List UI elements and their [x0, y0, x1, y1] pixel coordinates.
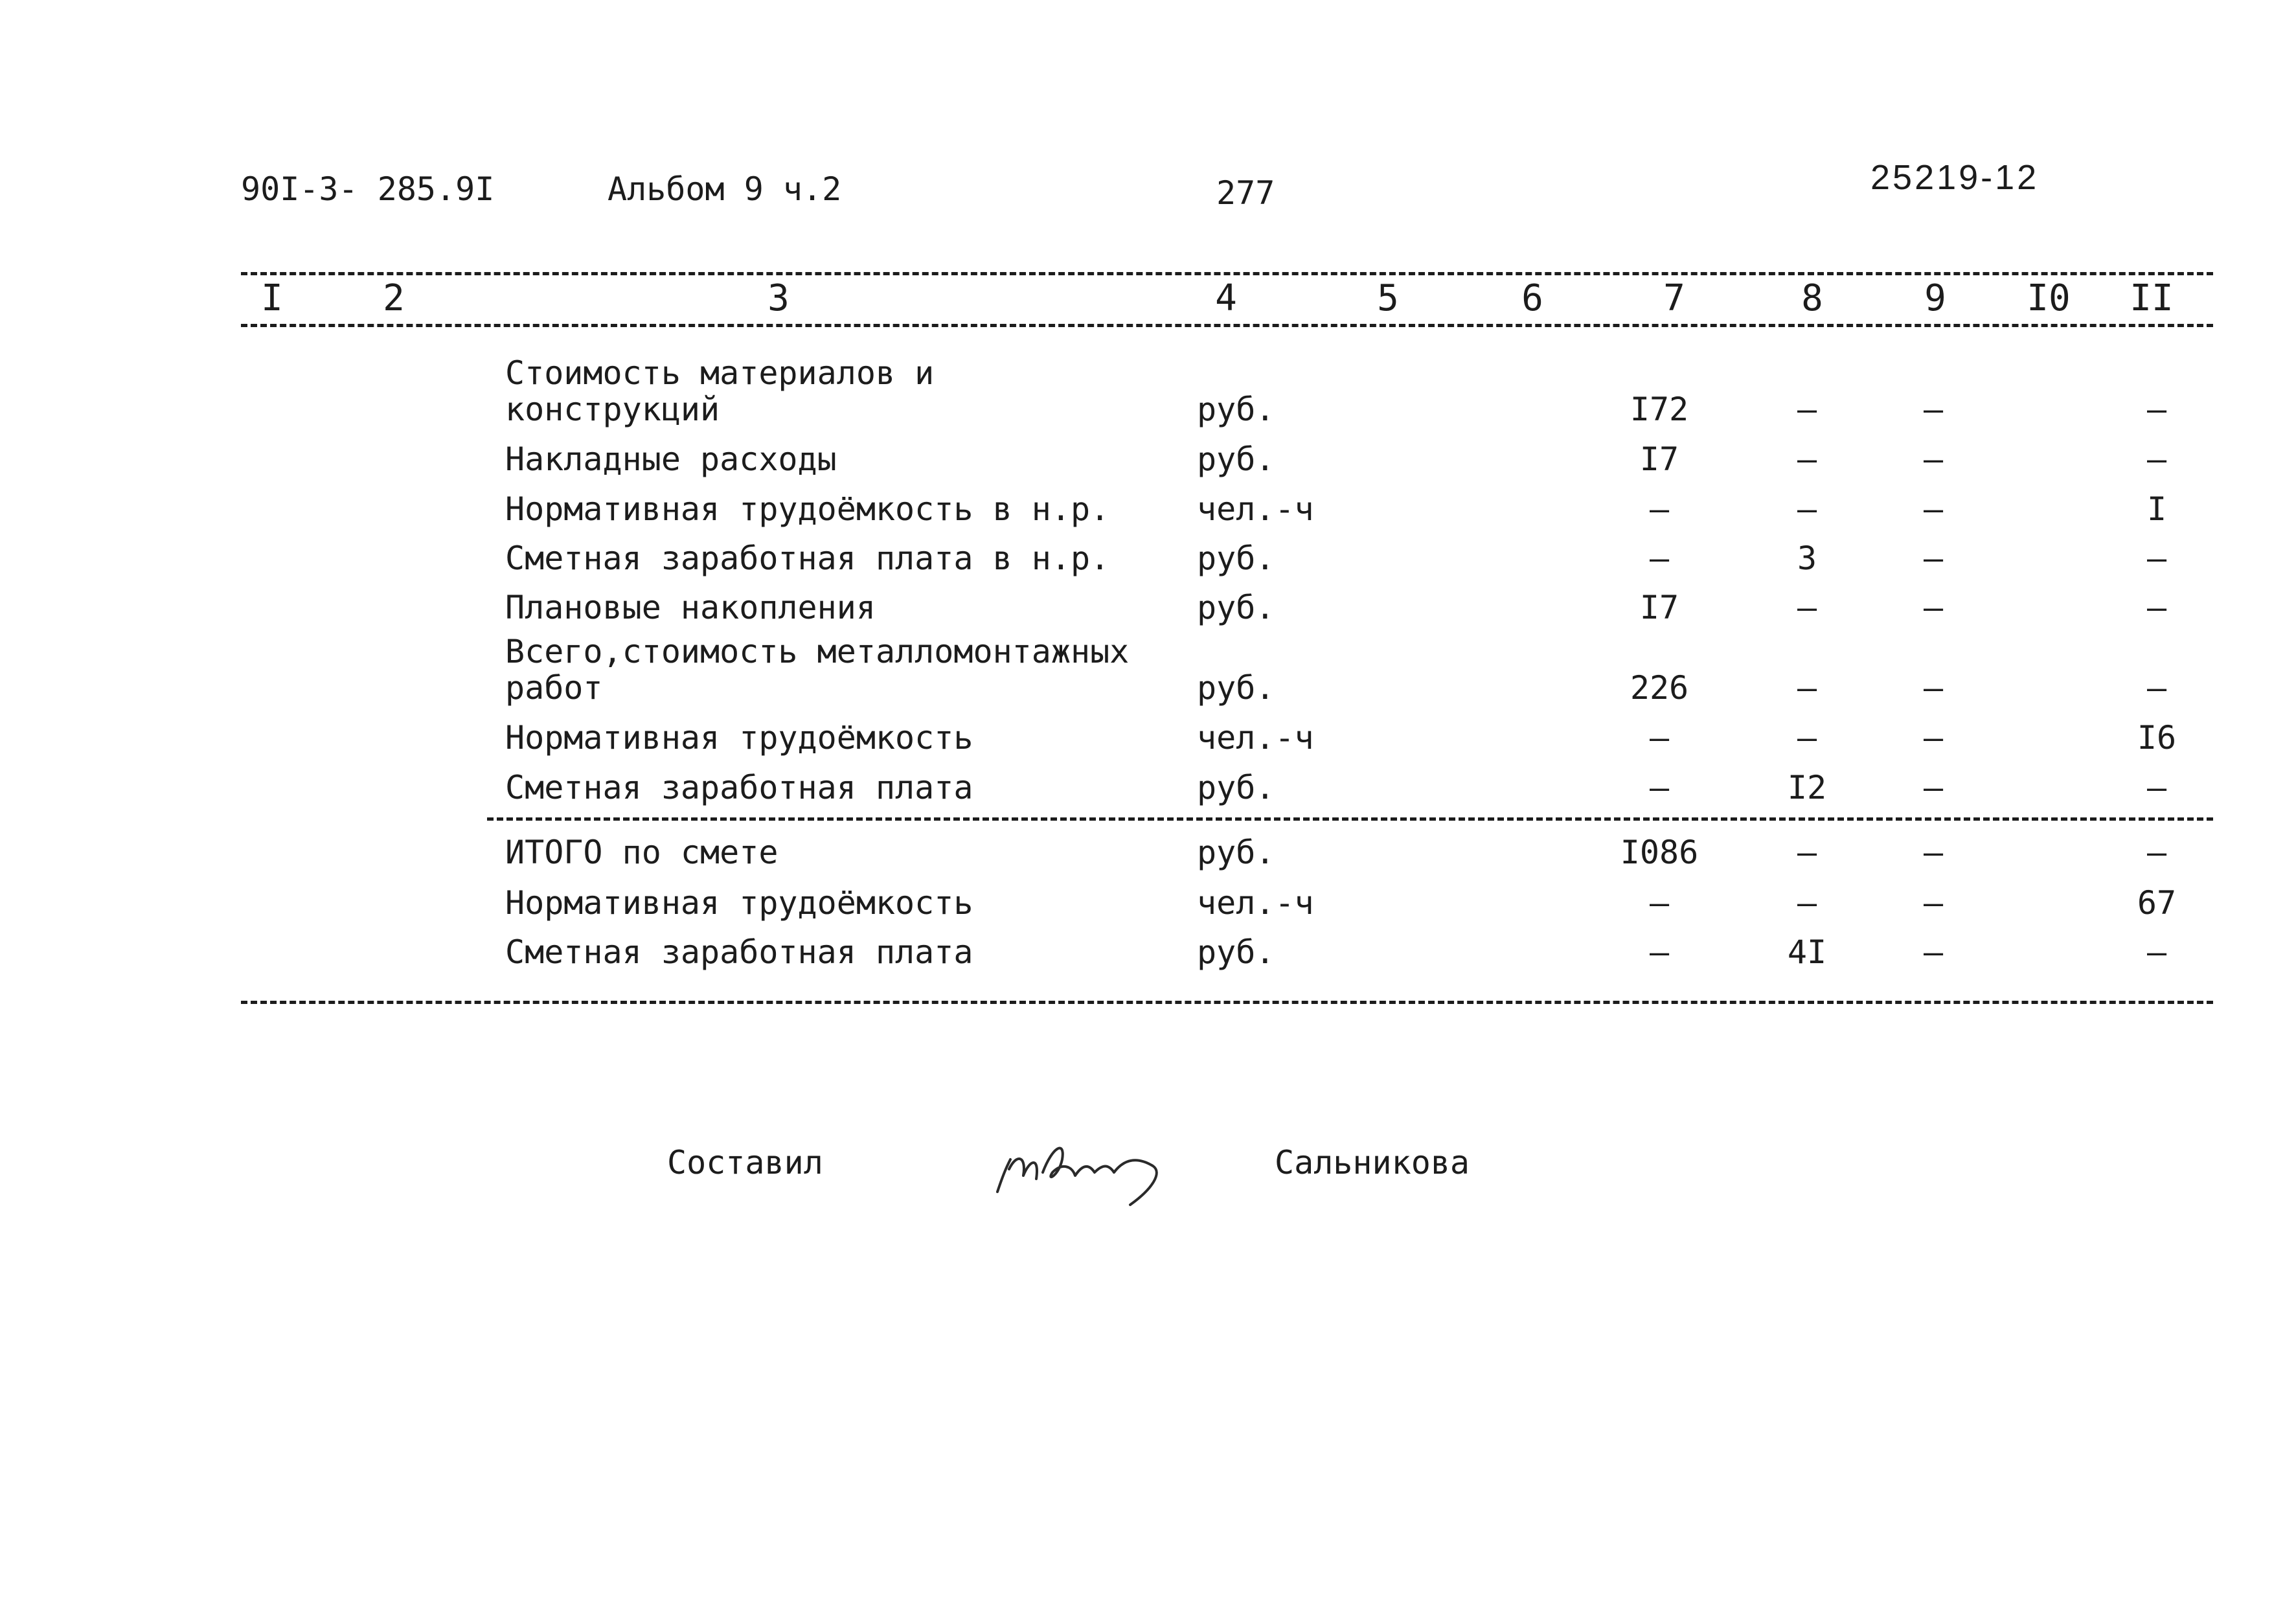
album-label: Альбом 9 ч.2 [608, 170, 842, 208]
value-col-9: – [1923, 933, 1944, 971]
table-row [0, 426, 2296, 477]
column-number-7: 7 [1663, 277, 1685, 319]
value-col-9: – [1923, 669, 1944, 707]
item-name: Всего,стоимость металломонтажных работ [505, 633, 1130, 707]
value-col-9: – [1923, 719, 1944, 757]
column-number-3: 3 [767, 277, 790, 319]
value-col-7: – [1649, 769, 1670, 806]
value-col-9: – [1923, 769, 1944, 806]
item-name: Нормативная трудоёмкость в н.р. [505, 490, 1110, 528]
item-unit: руб. [1197, 589, 1275, 626]
column-number-4: 4 [1215, 277, 1237, 319]
value-col-8: – [1797, 440, 1817, 478]
value-col-9: – [1923, 589, 1944, 626]
table-row [0, 869, 2296, 921]
column-number-6: 6 [1521, 277, 1543, 319]
header-top-rule [241, 272, 2213, 275]
value-col-8: – [1797, 834, 1817, 871]
column-number-5: 5 [1377, 277, 1399, 319]
item-name: Нормативная трудоёмкость [505, 719, 973, 757]
item-name: Накладные расходы [505, 440, 837, 478]
value-col-11: – [2146, 769, 2167, 806]
page-number: 277 [1216, 174, 1275, 212]
value-col-11: 67 [2137, 884, 2177, 922]
item-unit: руб. [1197, 440, 1275, 478]
table-row [0, 704, 2296, 756]
value-col-7: I7 [1639, 589, 1679, 626]
value-col-7: I086 [1620, 834, 1699, 871]
table-row [0, 525, 2296, 576]
table-row [0, 819, 2296, 871]
table-row [0, 754, 2296, 806]
value-col-8: I2 [1787, 769, 1827, 806]
signer-name: Сальникова [1275, 1144, 1470, 1181]
table-row [0, 475, 2296, 527]
table-row [0, 633, 2296, 707]
item-name: Плановые накопления [505, 589, 876, 626]
table-row [0, 354, 2296, 428]
value-col-9: – [1923, 540, 1944, 577]
value-col-11: – [2146, 834, 2167, 871]
column-number-9: 9 [1924, 277, 1946, 319]
value-col-11: – [2146, 933, 2167, 971]
item-name: Сметная заработная плата в н.р. [505, 540, 1110, 577]
value-col-7: 226 [1630, 669, 1689, 707]
column-number-2: 2 [383, 277, 405, 319]
value-col-11: – [2146, 589, 2167, 626]
value-col-11: – [2146, 440, 2167, 478]
item-unit: чел.-ч [1197, 719, 1314, 757]
item-unit: чел.-ч [1197, 884, 1314, 922]
column-number-10: I0 [2027, 277, 2071, 319]
value-col-8: – [1797, 490, 1817, 528]
item-unit: руб. [1197, 391, 1275, 428]
value-col-7: I72 [1630, 391, 1689, 428]
value-col-7: – [1649, 933, 1670, 971]
value-col-9: – [1923, 884, 1944, 922]
compiled-by-label: Составил [667, 1144, 823, 1181]
value-col-9: – [1923, 440, 1944, 478]
item-unit: руб. [1197, 933, 1275, 971]
item-unit: руб. [1197, 769, 1275, 806]
item-name: Сметная заработная плата [505, 933, 973, 971]
column-number-1: I [261, 277, 283, 319]
column-number-11: II [2130, 277, 2174, 319]
item-name: ИТОГО по смете [505, 834, 779, 871]
handwritten-signature [991, 1121, 1185, 1218]
item-name: Сметная заработная плата [505, 769, 973, 806]
value-col-8: 4I [1787, 933, 1827, 971]
value-col-8: – [1797, 669, 1817, 707]
value-col-7: – [1649, 540, 1670, 577]
value-col-7: – [1649, 719, 1670, 757]
value-col-7: I7 [1639, 440, 1679, 478]
value-col-7: – [1649, 884, 1670, 922]
value-col-11: – [2146, 391, 2167, 428]
item-unit: руб. [1197, 834, 1275, 871]
value-col-9: – [1923, 490, 1944, 528]
value-col-7: – [1649, 490, 1670, 528]
item-unit: чел.-ч [1197, 490, 1314, 528]
archive-stamp: 25219-12 [1870, 158, 2040, 197]
value-col-11: I6 [2137, 719, 2177, 757]
value-col-8: – [1797, 884, 1817, 922]
value-col-8: – [1797, 719, 1817, 757]
value-col-8: – [1797, 589, 1817, 626]
value-col-8: – [1797, 391, 1817, 428]
item-name: Стоимость материалов и конструкций [505, 354, 935, 428]
value-col-9: – [1923, 834, 1944, 871]
value-col-8: 3 [1797, 540, 1817, 577]
item-name: Нормативная трудоёмкость [505, 884, 973, 922]
table-bottom-rule [241, 1001, 2213, 1004]
item-unit: руб. [1197, 669, 1275, 707]
table-row [0, 918, 2296, 970]
value-col-9: – [1923, 391, 1944, 428]
value-col-11: – [2146, 669, 2167, 707]
header-bottom-rule [241, 324, 2213, 327]
table-row [0, 574, 2296, 626]
value-col-11: I [2146, 490, 2167, 528]
document-code: 90I-3- 285.9I [241, 170, 495, 208]
item-unit: руб. [1197, 540, 1275, 577]
value-col-11: – [2146, 540, 2167, 577]
column-number-8: 8 [1801, 277, 1823, 319]
